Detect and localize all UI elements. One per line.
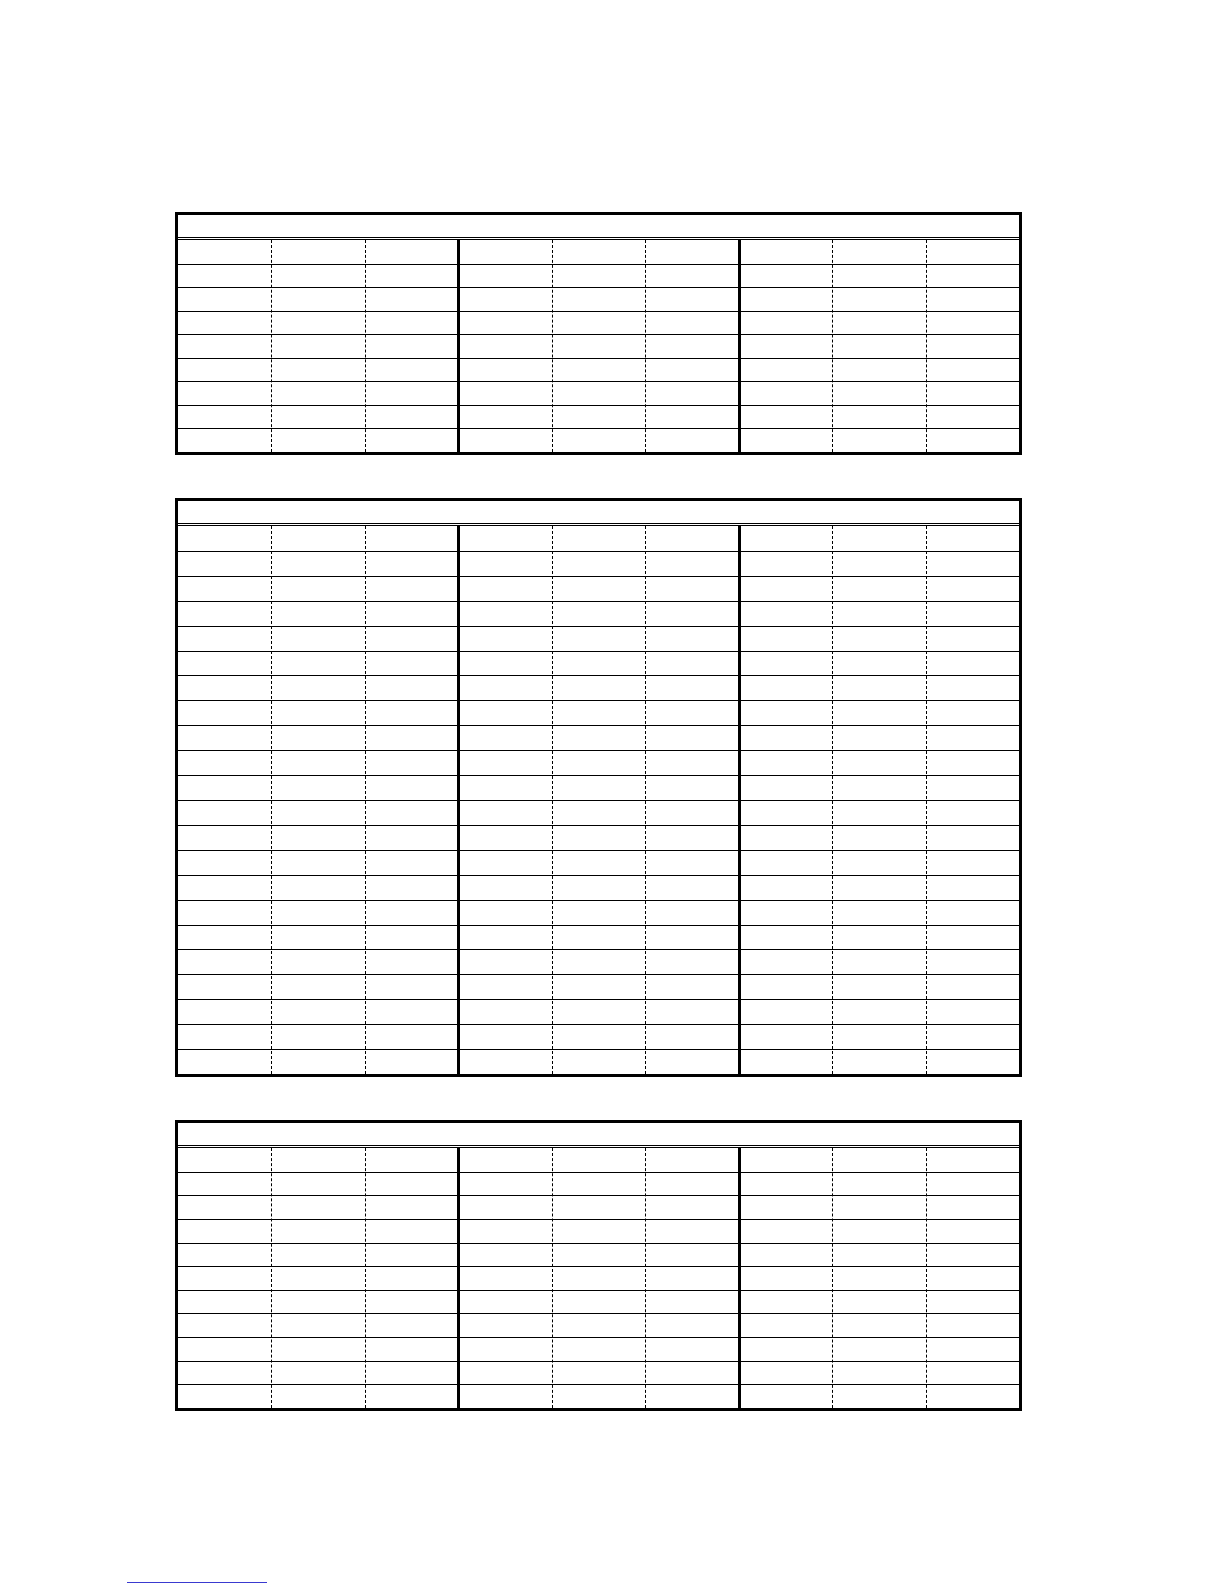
column-divider (645, 1148, 646, 1408)
row-divider (178, 675, 1019, 676)
row-divider (178, 1361, 1019, 1362)
row-divider (178, 626, 1019, 627)
group-divider (457, 240, 460, 452)
row-divider (178, 428, 1019, 429)
row-divider (178, 1337, 1019, 1338)
row-divider (178, 651, 1019, 652)
column-divider (832, 526, 833, 1074)
column-divider (926, 526, 927, 1074)
group-divider (738, 526, 741, 1074)
column-divider (552, 240, 553, 452)
row-divider (178, 800, 1019, 801)
row-divider (178, 1243, 1019, 1244)
column-divider (552, 526, 553, 1074)
table-title-bar (178, 1123, 1019, 1148)
group-divider (738, 240, 741, 452)
group-divider (457, 526, 460, 1074)
row-divider (178, 949, 1019, 950)
table-2 (175, 498, 1022, 1077)
row-divider (178, 551, 1019, 552)
row-divider (178, 1195, 1019, 1196)
column-divider (926, 240, 927, 452)
row-divider (178, 381, 1019, 382)
row-divider (178, 1049, 1019, 1050)
row-divider (178, 750, 1019, 751)
row-divider (178, 287, 1019, 288)
column-divider (832, 1148, 833, 1408)
column-divider (365, 526, 366, 1074)
row-divider (178, 1384, 1019, 1385)
row-divider (178, 700, 1019, 701)
column-divider (926, 1148, 927, 1408)
group-divider (738, 1148, 741, 1408)
column-divider (271, 526, 272, 1074)
footer-link-underline (127, 1582, 267, 1583)
table-3 (175, 1120, 1022, 1411)
row-divider (178, 1266, 1019, 1267)
table-body (178, 240, 1019, 452)
row-divider (178, 405, 1019, 406)
row-divider (178, 775, 1019, 776)
row-divider (178, 1024, 1019, 1025)
column-divider (645, 526, 646, 1074)
column-divider (365, 1148, 366, 1408)
row-divider (178, 576, 1019, 577)
row-divider (178, 1219, 1019, 1220)
table-title-bar (178, 501, 1019, 526)
row-divider (178, 1172, 1019, 1173)
row-divider (178, 311, 1019, 312)
column-divider (271, 240, 272, 452)
column-divider (271, 1148, 272, 1408)
row-divider (178, 725, 1019, 726)
row-divider (178, 334, 1019, 335)
row-divider (178, 925, 1019, 926)
row-divider (178, 850, 1019, 851)
column-divider (365, 240, 366, 452)
column-divider (645, 240, 646, 452)
table-body (178, 526, 1019, 1074)
table-title-bar (178, 215, 1019, 240)
row-divider (178, 825, 1019, 826)
row-divider (178, 1313, 1019, 1314)
row-divider (178, 358, 1019, 359)
row-divider (178, 601, 1019, 602)
table-body (178, 1148, 1019, 1408)
row-divider (178, 875, 1019, 876)
table-1 (175, 212, 1022, 455)
group-divider (457, 1148, 460, 1408)
column-divider (832, 240, 833, 452)
row-divider (178, 1290, 1019, 1291)
row-divider (178, 974, 1019, 975)
row-divider (178, 900, 1019, 901)
row-divider (178, 264, 1019, 265)
row-divider (178, 999, 1019, 1000)
column-divider (552, 1148, 553, 1408)
